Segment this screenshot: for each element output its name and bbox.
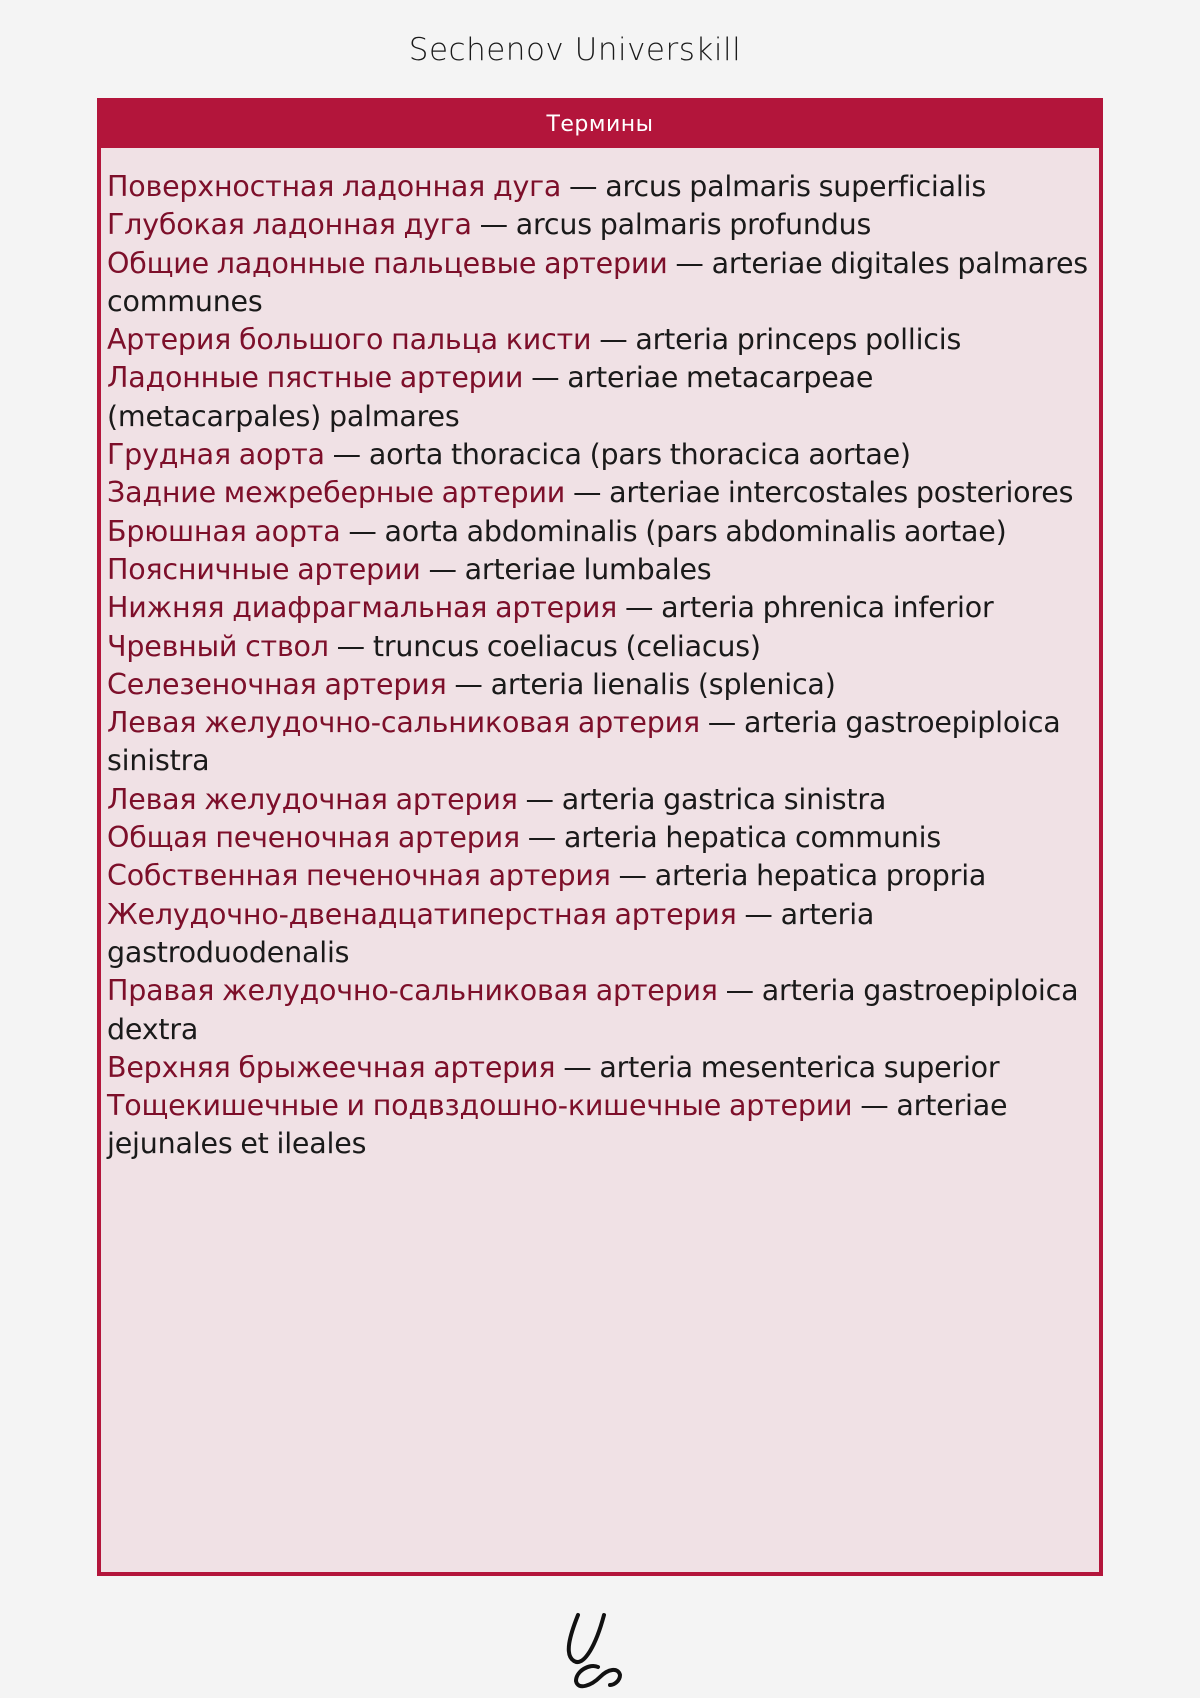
term-row bbox=[107, 245, 1093, 322]
term-russian: Ладонные пястные артерии bbox=[107, 361, 524, 395]
term-separator: — bbox=[336, 629, 365, 663]
term-russian: Задние межреберные артерии bbox=[107, 476, 566, 510]
term-separator: — bbox=[675, 246, 704, 280]
term-russian: Верхняя брыжеечная артерия bbox=[107, 1050, 556, 1084]
terms-card bbox=[97, 98, 1103, 1576]
term-separator: — bbox=[527, 821, 557, 855]
term-russian: Левая желудочно-сальниковая артерия bbox=[107, 706, 700, 740]
term-russian: Поясничные артерии bbox=[107, 552, 421, 586]
term-separator: — bbox=[525, 782, 554, 816]
term-separator: — bbox=[860, 1089, 889, 1123]
term-separator: — bbox=[454, 667, 483, 701]
term-row bbox=[107, 359, 1093, 436]
term-row bbox=[107, 819, 1093, 857]
term-row bbox=[107, 972, 1093, 1049]
term-row bbox=[107, 628, 1093, 666]
term-latin: arcus palmaris superficialis bbox=[605, 170, 986, 203]
term-russian: Глубокая ладонная дуга bbox=[107, 208, 472, 242]
term-latin: arteria phrenica inferior bbox=[661, 591, 994, 625]
term-row bbox=[107, 436, 1093, 474]
term-separator: — bbox=[569, 170, 598, 203]
term-russian: Артерия большого пальца кисти bbox=[107, 323, 592, 357]
term-russian: Селезеночная артерия bbox=[107, 667, 447, 701]
term-separator: — bbox=[563, 1050, 592, 1084]
term-russian: Грудная аорта bbox=[107, 438, 325, 472]
term-separator: — bbox=[479, 208, 508, 242]
term-latin: truncus coeliacus (celiacus) bbox=[372, 629, 761, 663]
term-russian: Левая желудочная артерия bbox=[107, 782, 518, 816]
card-header: Термины bbox=[101, 102, 1099, 148]
term-row bbox=[107, 1049, 1093, 1087]
term-row bbox=[107, 474, 1093, 512]
term-separator: — bbox=[531, 361, 560, 395]
term-separator: — bbox=[744, 897, 773, 931]
term-latin: arteria gastroduodenalis bbox=[107, 897, 875, 969]
term-latin: arteria princeps pollicis bbox=[635, 323, 962, 357]
term-row bbox=[107, 781, 1093, 819]
term-latin: arteria hepatica communis bbox=[563, 821, 941, 855]
universkill-logo-icon bbox=[560, 1605, 640, 1695]
term-latin: arteria lienalis (splenica) bbox=[490, 667, 836, 701]
brand-title: Sechenov Universkill bbox=[408, 32, 742, 68]
term-russian: Поверхностная ладонная дуга bbox=[107, 170, 562, 203]
term-latin: aorta abdominalis (pars abdominalis aortae) bbox=[384, 514, 1007, 548]
term-separator: — bbox=[707, 706, 737, 740]
term-row bbox=[107, 206, 1093, 244]
term-russian: Собственная печеночная артерия bbox=[107, 859, 611, 893]
term-row bbox=[107, 513, 1093, 551]
term-russian: Брюшная аорта bbox=[107, 514, 341, 548]
term-row bbox=[107, 857, 1093, 895]
term-separator: — bbox=[428, 552, 457, 586]
term-separator: — bbox=[599, 323, 628, 357]
term-latin: arteriae intercostales posteriores bbox=[609, 476, 1074, 510]
term-row bbox=[107, 589, 1093, 627]
term-row bbox=[107, 1087, 1093, 1164]
term-row bbox=[107, 551, 1093, 589]
term-row bbox=[107, 704, 1093, 781]
term-russian: Желудочно-двенадцатиперстная артерия bbox=[107, 897, 737, 931]
term-latin: arteriae lumbales bbox=[464, 552, 712, 586]
term-row bbox=[107, 666, 1093, 704]
term-latin: arcus palmaris profundus bbox=[515, 208, 872, 242]
term-row bbox=[107, 321, 1093, 359]
term-russian: Общая печеночная артерия bbox=[107, 821, 520, 855]
term-separator: — bbox=[618, 859, 647, 893]
term-russian: Тощекишечные и подвздошно-кишечные артерии bbox=[107, 1089, 853, 1123]
term-latin: arteriae jejunales et ileales bbox=[107, 1089, 1008, 1161]
term-separator: — bbox=[725, 974, 754, 1008]
term-latin: arteria gastroepiploica sinistra bbox=[107, 706, 1061, 778]
term-latin: arteria gastroepiploica dextra bbox=[107, 974, 1079, 1046]
term-russian: Чревный ствол bbox=[107, 629, 329, 663]
term-separator: — bbox=[332, 438, 361, 472]
term-latin: arteria mesenterica superior bbox=[599, 1050, 1000, 1084]
term-latin: arteria gastrica sinistra bbox=[561, 782, 887, 816]
term-latin: arteriae digitales palmares communes bbox=[107, 246, 1088, 318]
term-separator: — bbox=[348, 514, 377, 548]
term-russian: Нижняя диафрагмальная артерия bbox=[107, 591, 618, 625]
term-row bbox=[107, 168, 1093, 206]
terms-list bbox=[101, 148, 1099, 1164]
term-latin: arteria hepatica propria bbox=[654, 859, 987, 893]
term-russian: Правая желудочно-сальниковая артерия bbox=[107, 974, 718, 1008]
term-separator: — bbox=[625, 591, 654, 625]
term-row bbox=[107, 896, 1093, 973]
term-latin: aorta thoracica (pars thoracica aortae) bbox=[368, 438, 911, 472]
term-russian: Общие ладонные пальцевые артерии bbox=[107, 246, 668, 280]
term-latin: arteriae metacarpeae (metacarpales) palmares bbox=[107, 361, 874, 433]
term-separator: — bbox=[572, 476, 602, 510]
